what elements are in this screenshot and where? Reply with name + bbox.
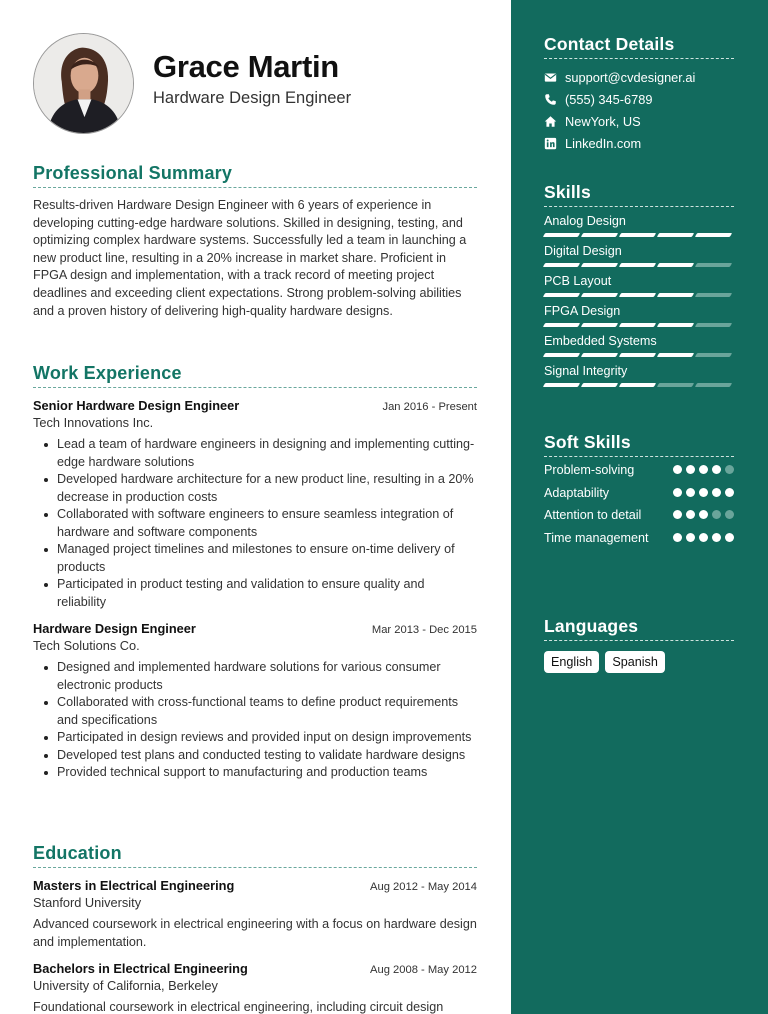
job-bullets [33, 436, 477, 611]
skill-level-segment [543, 353, 580, 357]
skills-section [544, 182, 734, 387]
rating-dot [712, 533, 721, 542]
linkedin-icon [544, 137, 557, 150]
languages-section [544, 616, 734, 673]
skill-level-segment [657, 323, 694, 327]
skill-level-segment [657, 383, 694, 387]
skill-item [544, 334, 734, 357]
job-entry [33, 398, 477, 611]
rating-dot [673, 510, 682, 519]
soft-skill-item [544, 507, 734, 525]
job-date: Jan 2016 - Present [382, 401, 477, 413]
contact-text: NewYork, US [565, 113, 641, 129]
section-title: Education [33, 843, 477, 868]
section-title: Professional Summary [33, 163, 477, 188]
skill-item [544, 214, 734, 237]
experience-section [33, 363, 477, 782]
education-description: Foundational coursework in electrical engineering, including circuit design [33, 1000, 444, 1014]
list-item: Designed and implemented hardware solutions for various consumer electronic products [33, 659, 477, 694]
skill-name: FPGA Design [544, 304, 621, 318]
list-item: Lead a team of hardware engineers in designing and implementing cutting-edge hardware solutions [33, 436, 477, 471]
summary-section [33, 163, 477, 320]
job-company: Tech Solutions Co. [33, 638, 140, 653]
skill-level-segment [695, 233, 732, 237]
contact-text: (555) 345-6789 [565, 91, 653, 107]
list-item: Collaborated with software engineers to ensure seamless integration of hardware and software components [33, 506, 477, 541]
school-name: Stanford University [33, 895, 142, 910]
skill-level-segment [543, 293, 580, 297]
rating-dot [673, 465, 682, 474]
skill-name: Embedded Systems [544, 334, 657, 348]
soft-skill-rating [673, 465, 734, 474]
school-name: University of California, Berkeley [33, 978, 218, 993]
rating-dot [686, 533, 695, 542]
skill-level-bar [544, 383, 734, 387]
skill-level-segment [543, 263, 580, 267]
contact-section [544, 34, 734, 154]
degree-title: Bachelors in Electrical Engineering [33, 961, 248, 976]
soft-skill-name: Attention to detail [544, 508, 642, 522]
skill-level-segment [581, 233, 618, 237]
rating-dot [673, 488, 682, 497]
list-item: Participated in design reviews and provided input on design improvements [33, 729, 477, 747]
rating-dot [699, 488, 708, 497]
skill-name: PCB Layout [544, 274, 612, 288]
section-title: Work Experience [33, 363, 477, 388]
avatar [33, 33, 134, 134]
section-title: Contact Details [544, 34, 734, 59]
soft-skill-name: Problem-solving [544, 463, 635, 477]
education-description: Advanced coursework in electrical engineering with a focus on hardware design and implementation. [33, 917, 477, 949]
education-date: Aug 2012 - May 2014 [370, 881, 477, 893]
skill-level-segment [619, 323, 656, 327]
skill-level-segment [581, 353, 618, 357]
summary-text: Results-driven Hardware Design Engineer with 6 years of experience in developing cutting-edge hardware solutions. Skilled in designing, testing, and optimizing complex hardware systems. Successfully led a team in launching a new product line, resulting in a 20% increase in market share. Proficient in FPGA design and implementation, with a track record of meeting project deadlines and exceeding client expectations. Strong problem-solving abilities and a proven history of delivering high-quality hardware designs. [33, 198, 467, 318]
job-company: Tech Innovations Inc. [33, 415, 154, 430]
contact-text: support@cvdesigner.ai [565, 69, 696, 85]
skill-level-segment [619, 293, 656, 297]
profile-photo-icon [34, 34, 133, 133]
skill-level-segment [695, 263, 732, 267]
soft-skill-rating [673, 533, 734, 542]
skill-level-segment [695, 293, 732, 297]
rating-dot [699, 465, 708, 474]
soft-skill-name: Adaptability [544, 485, 610, 500]
rating-dot [686, 465, 695, 474]
contact-linkedin[interactable] [544, 132, 734, 154]
soft-skill-rating [673, 488, 734, 497]
skill-level-segment [581, 293, 618, 297]
rating-dot [699, 533, 708, 542]
job-date: Mar 2013 - Dec 2015 [371, 624, 477, 636]
candidate-name: Grace Martin [153, 49, 339, 84]
skill-level-segment [581, 323, 618, 327]
skill-level-bar [544, 323, 734, 327]
skill-item [544, 274, 734, 297]
skill-level-bar [544, 293, 734, 297]
skill-item [544, 364, 734, 387]
job-title: Senior Hardware Design Engineer [33, 398, 240, 413]
education-section [33, 843, 477, 1014]
contact-email[interactable] [544, 66, 734, 88]
contact-text: LinkedIn.com [565, 135, 642, 151]
list-item: Provided technical support to manufacturing and production teams [33, 764, 477, 782]
section-title: Languages [544, 616, 734, 641]
rating-dot [673, 533, 682, 542]
job-entry [33, 621, 477, 782]
list-item: Collaborated with cross-functional teams to define product requirements and specifications [33, 694, 477, 729]
skill-level-segment [543, 383, 580, 387]
skill-level-segment [657, 263, 694, 267]
list-item: Managed project timelines and milestones to ensure on-time delivery of products [33, 541, 477, 576]
skill-item [544, 304, 734, 327]
contact-phone[interactable] [544, 88, 734, 110]
rating-dot [712, 465, 721, 474]
candidate-role: Hardware Design Engineer [153, 89, 352, 107]
skill-level-segment [581, 263, 618, 267]
rating-dot [725, 533, 734, 542]
rating-dot [725, 510, 734, 519]
skill-level-segment [619, 233, 656, 237]
rating-dot [712, 510, 721, 519]
soft-skill-item [544, 485, 734, 503]
resume-header [33, 33, 483, 135]
skill-level-segment [695, 353, 732, 357]
list-item: Participated in product testing and validation to ensure quality and reliability [33, 576, 477, 611]
education-entry [33, 961, 477, 1014]
soft-skill-item [544, 530, 734, 548]
list-item: Developed hardware architecture for a new product line, resulting in a 20% decrease in production costs [33, 471, 477, 506]
education-date: Aug 2008 - May 2012 [370, 964, 477, 976]
rating-dot [699, 510, 708, 519]
rating-dot [725, 465, 734, 474]
skill-name: Analog Design [544, 214, 626, 228]
skill-item [544, 244, 734, 267]
soft-skill-name: Time management [544, 530, 649, 545]
phone-icon [544, 93, 557, 106]
skill-level-bar [544, 353, 734, 357]
skill-level-segment [543, 323, 580, 327]
soft-skill-rating [673, 510, 734, 519]
skill-level-segment [619, 263, 656, 267]
envelope-icon [544, 71, 557, 84]
list-item: Developed test plans and conducted testing to validate hardware designs [33, 747, 477, 765]
skill-level-segment [657, 293, 694, 297]
home-icon [544, 115, 557, 128]
language-tag: Spanish [605, 651, 665, 673]
skill-name: Digital Design [544, 244, 622, 258]
rating-dot [712, 488, 721, 497]
skill-level-bar [544, 263, 734, 267]
skill-level-segment [543, 233, 580, 237]
rating-dot [686, 488, 695, 497]
job-title: Hardware Design Engineer [33, 621, 196, 636]
section-title: Skills [544, 182, 734, 207]
skill-level-segment [695, 323, 732, 327]
rating-dot [686, 510, 695, 519]
sidebar [511, 0, 768, 1014]
rating-dot [725, 488, 734, 497]
skill-level-segment [619, 383, 656, 387]
skill-level-segment [619, 353, 656, 357]
skill-level-bar [544, 233, 734, 237]
skill-level-segment [657, 233, 694, 237]
soft-skills-section [544, 432, 734, 547]
skill-name: Signal Integrity [544, 364, 628, 378]
language-tag: English [544, 651, 599, 673]
section-title: Soft Skills [544, 432, 734, 457]
degree-title: Masters in Electrical Engineering [33, 878, 235, 893]
job-bullets [33, 659, 477, 782]
skill-level-segment [695, 383, 732, 387]
skill-level-segment [657, 353, 694, 357]
soft-skill-item [544, 462, 734, 480]
contact-location [544, 110, 734, 132]
education-entry [33, 878, 477, 951]
skill-level-segment [581, 383, 618, 387]
